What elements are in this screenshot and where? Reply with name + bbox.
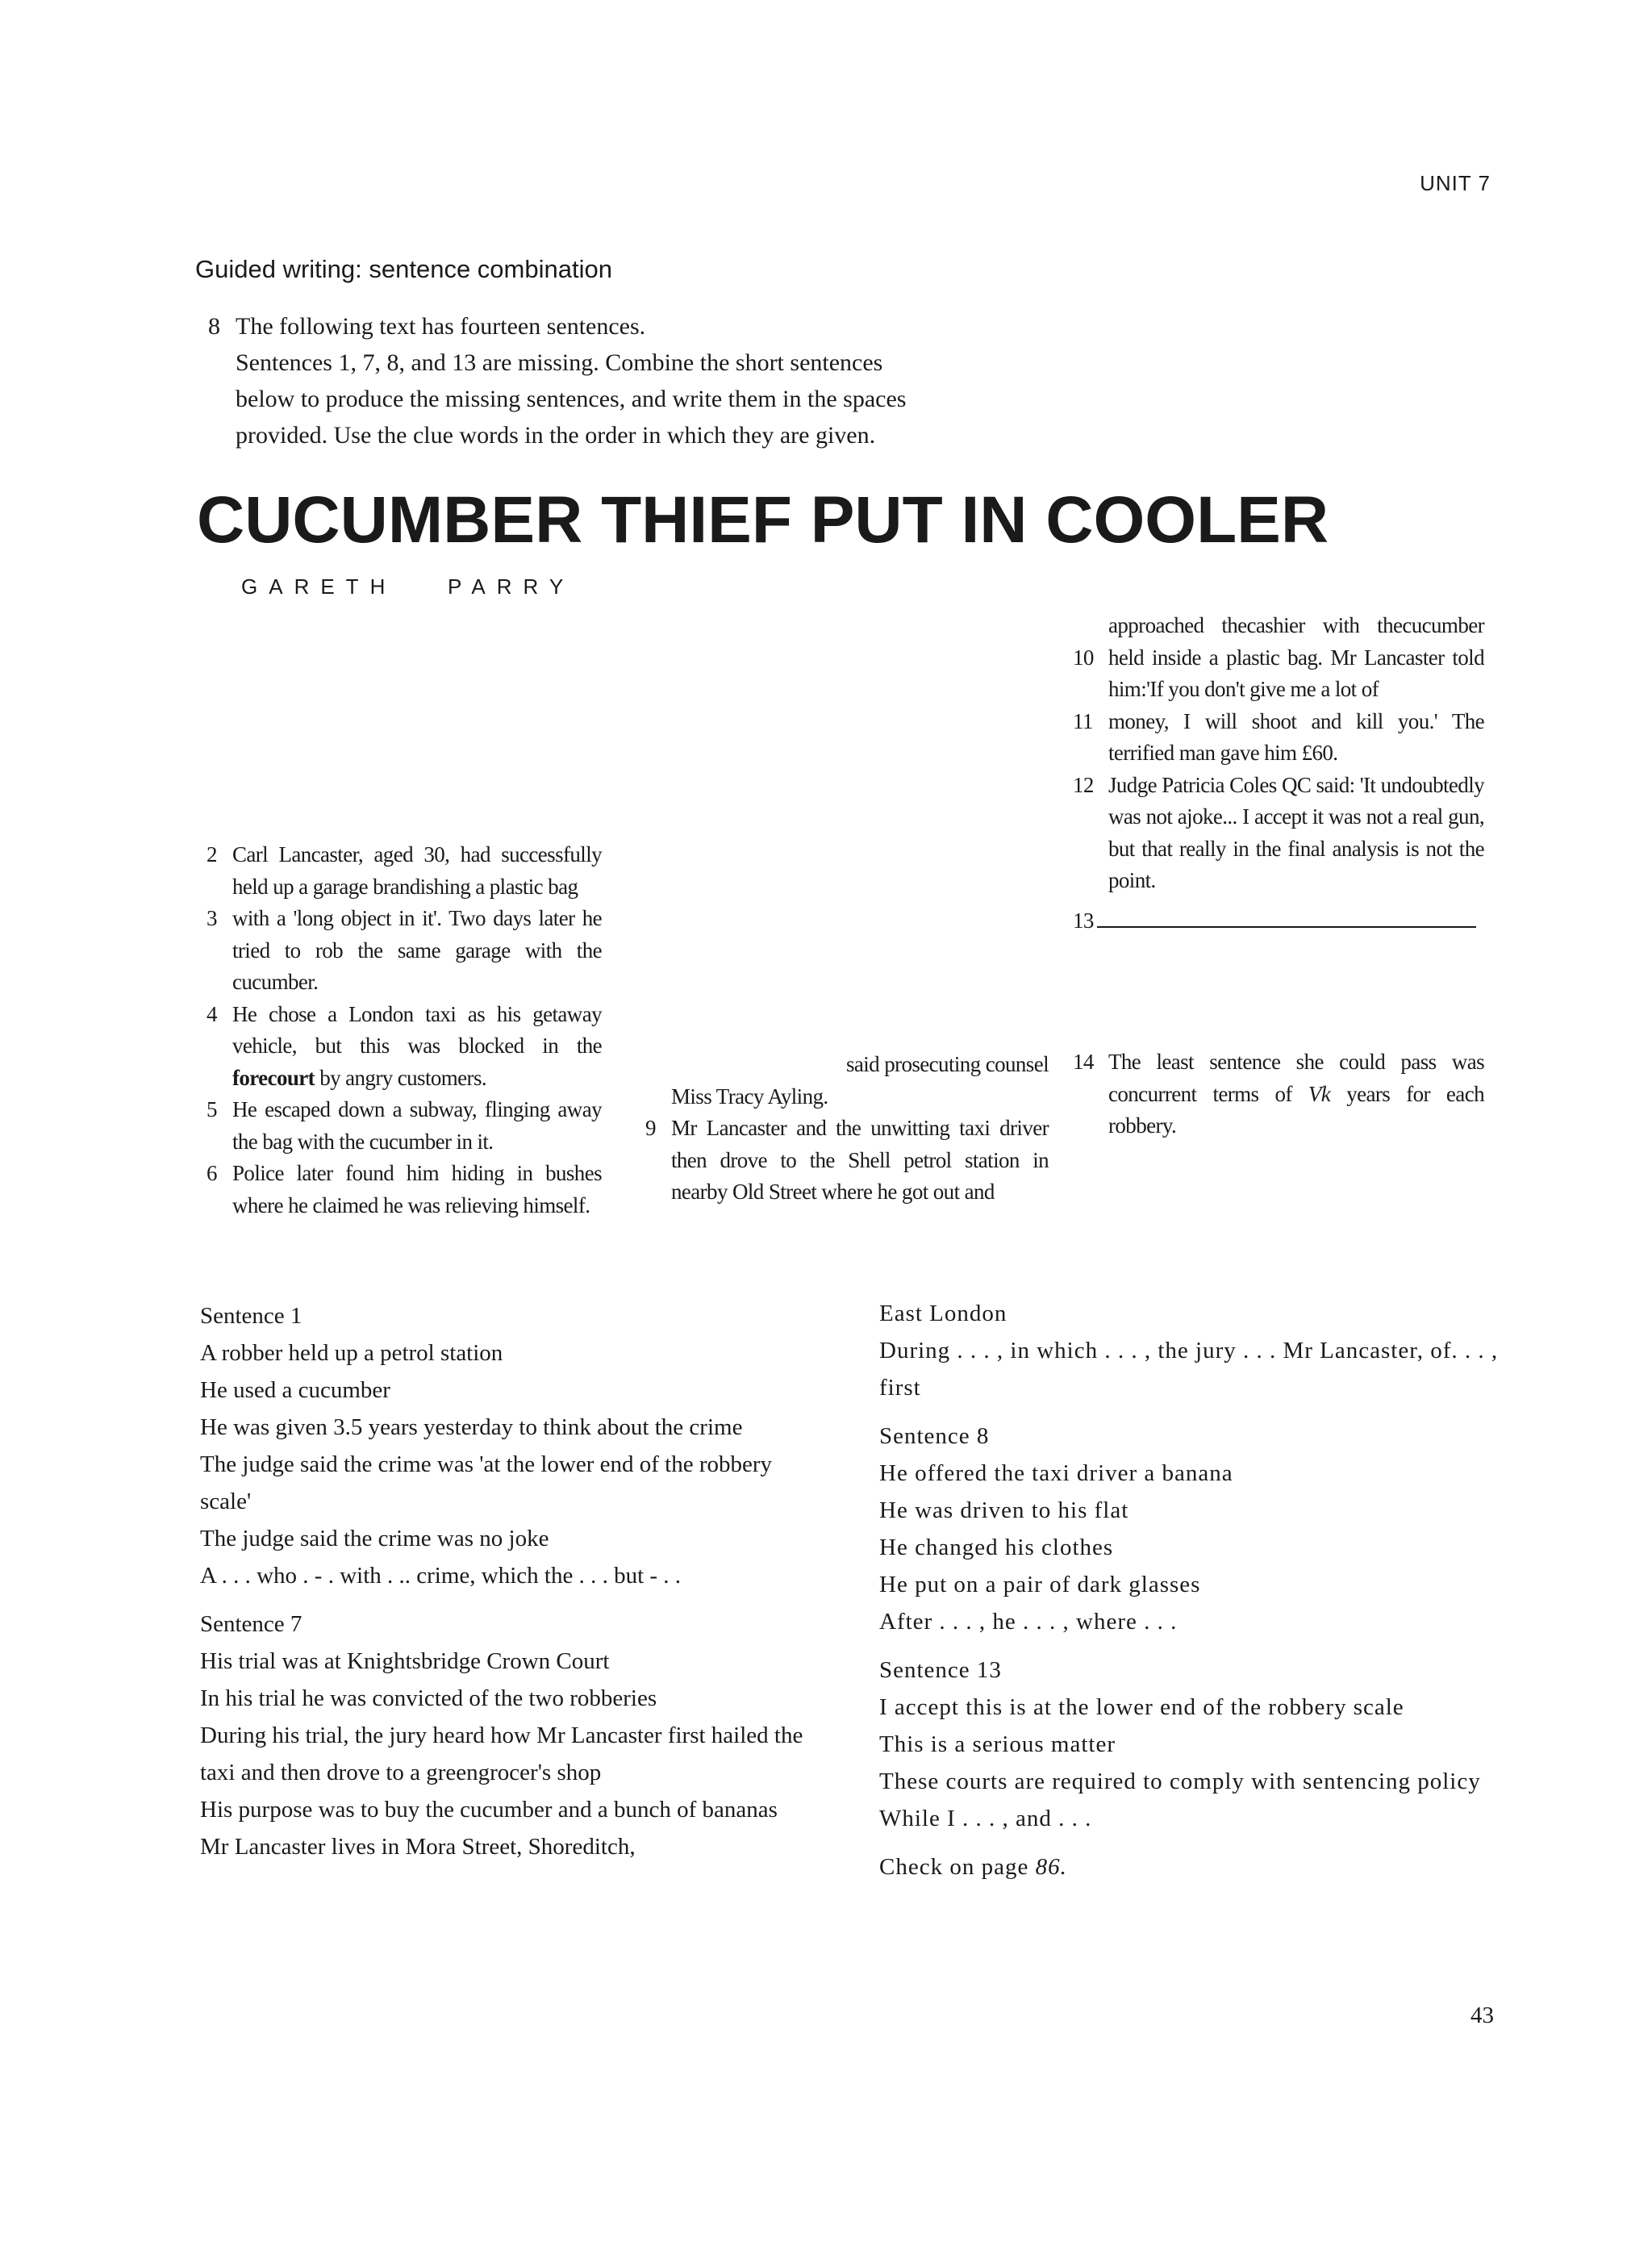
answer-line-sentence-13[interactable]	[1073, 904, 1484, 937]
exercise-line: Sentences 1, 7, 8, and 13 are missing. Combine the short sentences	[236, 349, 883, 376]
clue-line: While I . . . , and . . .	[879, 1806, 1092, 1831]
article-paragraph	[1073, 642, 1484, 706]
page-number: 43	[1471, 2002, 1494, 2028]
article-column-right	[1073, 610, 1484, 1142]
clue-line: He used a cucumber	[200, 1377, 390, 1403]
italic-text: Vk	[1308, 1081, 1331, 1106]
paragraph-text: Carl Lancaster, aged 30, had successfully held up a garage brandishing a plastic bag	[232, 842, 602, 899]
article-paragraph	[645, 1113, 1049, 1209]
clue-line: He was driven to his flat	[879, 1497, 1129, 1523]
clue-line: I accept this is at the lower end of the robbery scale	[879, 1694, 1404, 1720]
paragraph-text: The least sentence she could pass was concurrent terms of	[1108, 1050, 1484, 1106]
sentence-number: 3	[206, 906, 217, 930]
clue-line: During . . . , in which . . . , the jury . . . Mr Lancaster, of. . . , first	[879, 1338, 1499, 1401]
clue-line: In his trial he was convicted of the two robberies	[200, 1685, 657, 1711]
paragraph-text: Miss Tracy Ayling.	[671, 1084, 828, 1109]
clue-line: He was given 3.5 years yesterday to think about the crime	[200, 1414, 743, 1440]
clue-line: A robber held up a petrol station	[200, 1340, 503, 1366]
sentence-number: 5	[206, 1097, 217, 1121]
clue-line: A . . . who . - . with . .. crime, which the . . . but - . .	[200, 1563, 682, 1589]
clue-line: He offered the taxi driver a banana	[879, 1460, 1233, 1486]
bold-word: forecourt	[232, 1065, 315, 1090]
clue-line: After . . . , he . . . , where . . .	[879, 1609, 1178, 1635]
article-paragraph	[206, 999, 602, 1095]
sentence-number: 12	[1073, 772, 1094, 797]
paragraph-text: money, I will shoot and kill you.' The terrified man gave him £60.	[1108, 708, 1484, 765]
clue-line: Mr Lancaster lives in Mora Street, Shoreditch,	[200, 1834, 636, 1860]
article-paragraph	[206, 839, 602, 903]
check-page: 86.	[1035, 1854, 1067, 1880]
exercise-line: below to produce the missing sentences, and write them in the spaces	[236, 386, 907, 412]
article-byline: GARETH PARRY	[241, 574, 575, 599]
clue-line: The judge said the crime was no joke	[200, 1526, 549, 1551]
paragraph-text: held inside a plastic bag. Mr Lancaster told him:'If you don't give me a lot of	[1108, 645, 1484, 701]
sentence-7-title: Sentence 7	[200, 1611, 302, 1637]
clue-line: This is a serious matter	[879, 1731, 1116, 1757]
paragraph-text: with a 'long object in it'. Two days later he tried to rob the same garage with the cucumber.	[232, 906, 602, 994]
sentence-number: 10	[1073, 645, 1094, 670]
paragraph-text: Police later found him hiding in bushes where he claimed he was relieving himself.	[232, 1161, 602, 1217]
clue-line: He changed his clothes	[879, 1535, 1114, 1560]
paragraph-text: Mr Lancaster and the unwitting taxi driver then drove to the Shell petrol station in nearby Old Street where he got out and	[671, 1116, 1049, 1204]
check-reference	[879, 1848, 1508, 1885]
paragraph-text: by angry customers.	[319, 1065, 487, 1090]
clues-left-column	[200, 1297, 813, 1865]
sentence-8-title: Sentence 8	[879, 1423, 990, 1449]
clue-line: The judge said the crime was 'at the lower end of the robbery scale'	[200, 1451, 773, 1514]
sentence-number: 6	[206, 1161, 217, 1185]
exercise-number: 8	[208, 313, 220, 340]
paragraph-text: approached thecashier with thecucumber	[1108, 613, 1484, 637]
exercise-instructions	[208, 308, 1047, 453]
sentence-number: 4	[206, 1001, 217, 1026]
check-text: Check on page	[879, 1854, 1029, 1880]
exercise-line: provided. Use the clue words in the order in which they are given.	[236, 422, 876, 449]
sentence-number: 2	[206, 842, 217, 867]
clue-line: He put on a pair of dark glasses	[879, 1572, 1201, 1597]
blank-answer-line[interactable]	[1097, 904, 1476, 928]
article-paragraph	[1073, 770, 1484, 897]
sentence-number: 9	[645, 1116, 656, 1140]
article-headline: CUCUMBER THIEF PUT IN COOLER	[197, 483, 1329, 557]
article-paragraph	[1073, 706, 1484, 770]
article-paragraph	[206, 1094, 602, 1158]
clue-line: His purpose was to buy the cucumber and a bunch of bananas	[200, 1797, 778, 1823]
paragraph-text: He escaped down a subway, flinging away the bag with the cucumber in it.	[232, 1097, 602, 1154]
article-paragraph	[206, 1158, 602, 1221]
clue-line: During his trial, the jury heard how Mr Lancaster first hailed the taxi and then drove to a greengrocer's shop	[200, 1723, 803, 1785]
clue-line: East London	[879, 1301, 1007, 1326]
sentence-number: 11	[1073, 708, 1093, 733]
sentence-number: 14	[1073, 1050, 1094, 1074]
paragraph-text: Judge Patricia Coles QC said: 'It undoubtedly was not ajoke... I accept it was not a real gun, but that really in the final analysis is not the point.	[1108, 772, 1484, 892]
paragraph-text: He chose a London taxi as his getaway vehicle, but this was blocked in the	[232, 1001, 602, 1058]
sentence-13-title: Sentence 13	[879, 1657, 1002, 1683]
article-paragraph	[1073, 1046, 1484, 1142]
paragraph-text: years for each robbery.	[1108, 1081, 1484, 1138]
sentence-number: 13	[1073, 908, 1094, 933]
exercise-line: The following text has fourteen sentences.	[236, 313, 646, 340]
clue-line: His trial was at Knightsbridge Crown Court	[200, 1648, 610, 1674]
unit-label: UNIT 7	[1420, 171, 1491, 195]
section-heading: Guided writing: sentence combination	[195, 255, 612, 283]
article-column-left	[206, 839, 602, 1221]
article-paragraph	[206, 903, 602, 999]
clue-line: These courts are required to comply with sentencing policy	[879, 1769, 1481, 1794]
sentence-1-title: Sentence 1	[200, 1303, 302, 1329]
clues-right-column	[879, 1295, 1508, 1885]
article-column-middle	[645, 1049, 1049, 1209]
paragraph-text: said prosecuting counsel	[845, 1052, 1049, 1076]
